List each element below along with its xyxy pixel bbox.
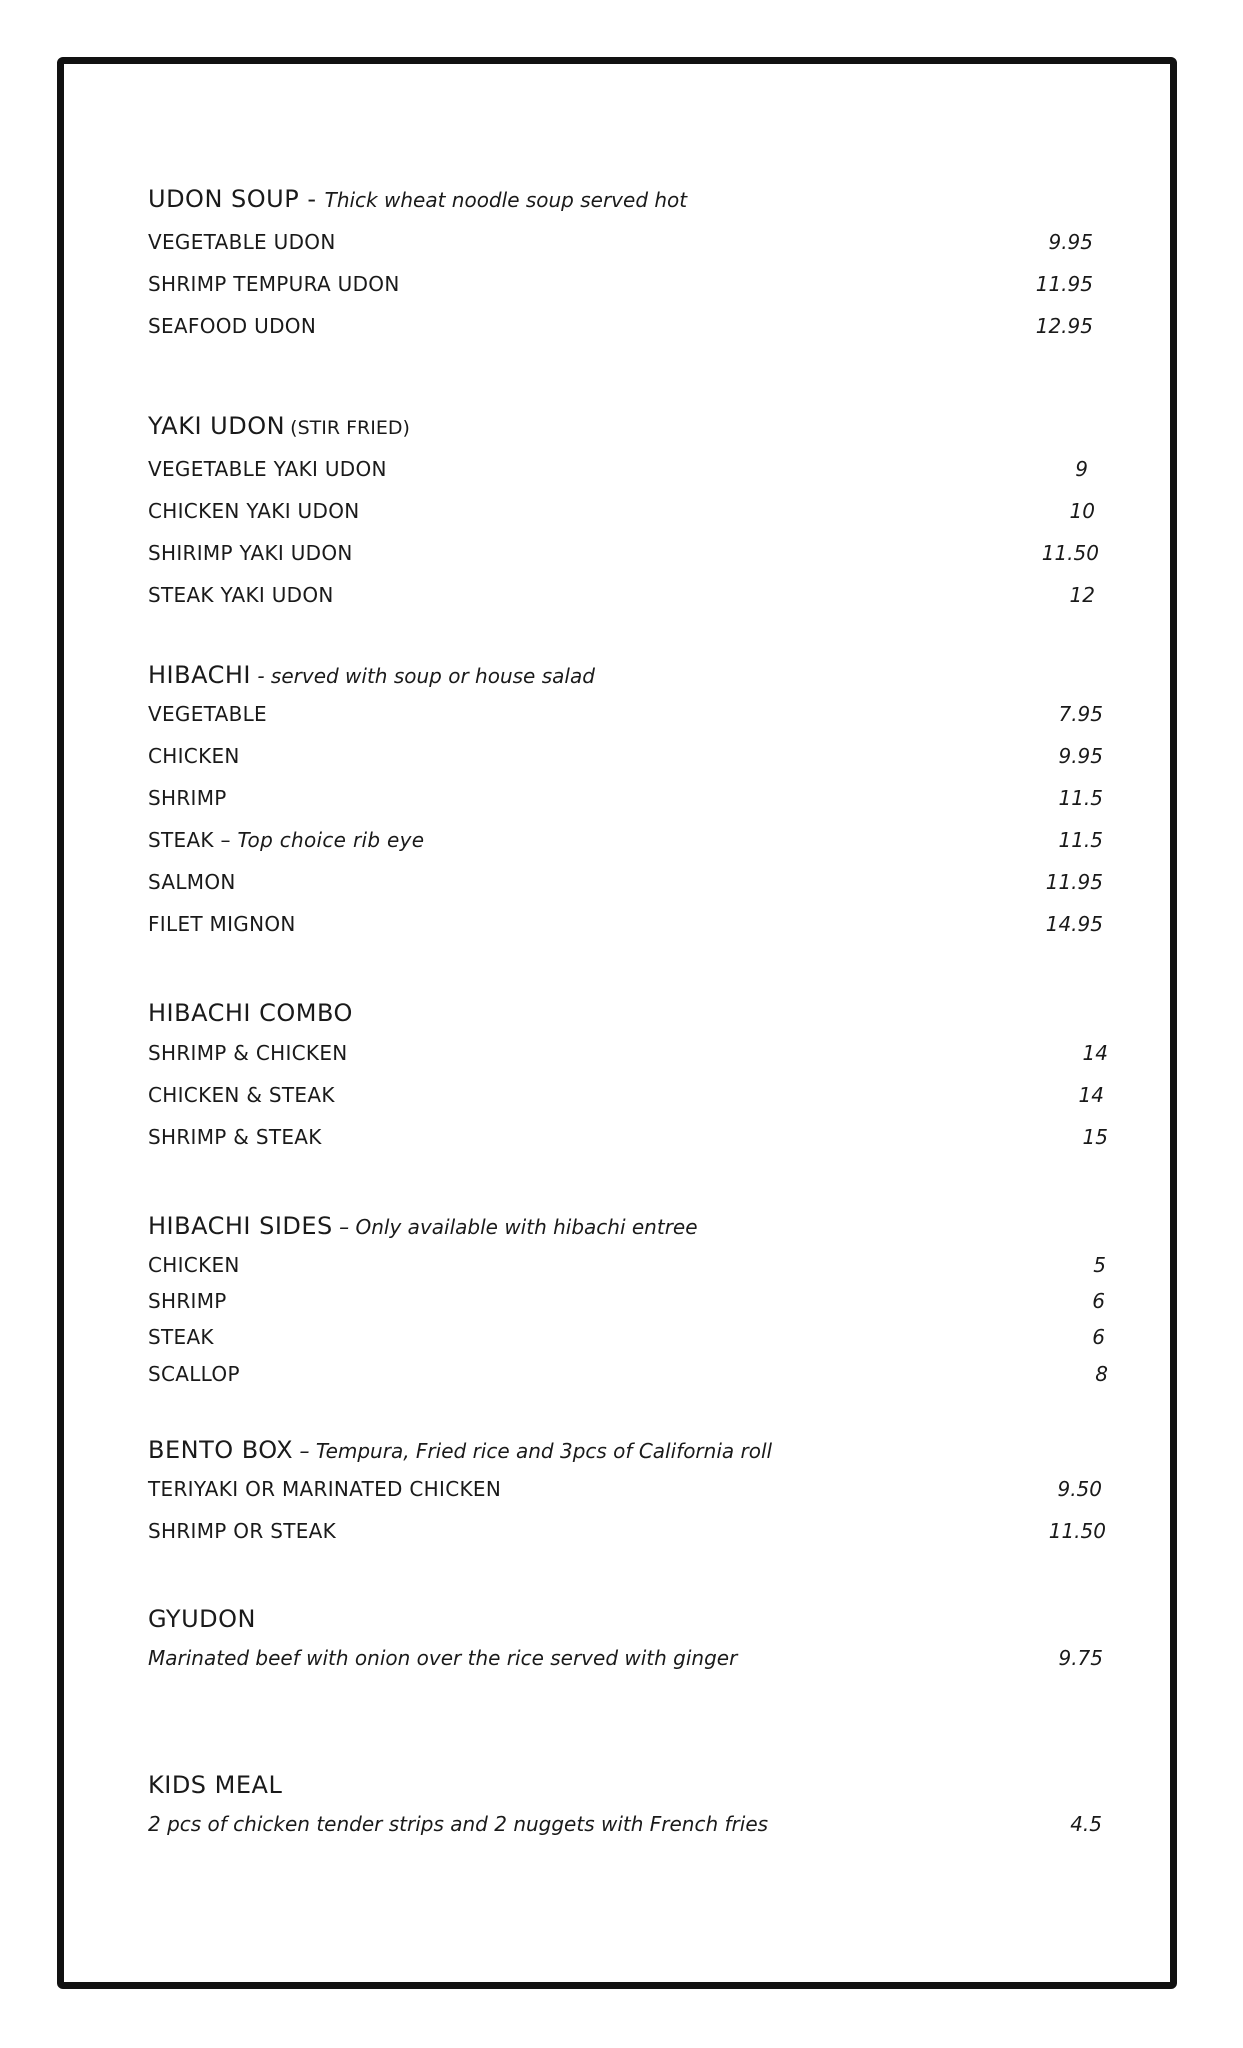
menu-item [148, 1123, 1108, 1151]
item-name: CHICKEN [148, 1253, 240, 1277]
item-price: 12 [1069, 583, 1095, 607]
menu-item [148, 1081, 1108, 1109]
item-name: STEAK YAKI UDON [148, 583, 334, 607]
item-price: 6 [1092, 1325, 1105, 1349]
menu-item [148, 1323, 1108, 1351]
menu-item [148, 312, 1108, 340]
item-name: SHRIMP & STEAK [148, 1125, 322, 1149]
item-price: 9 [1075, 457, 1088, 481]
item-name: SEAFOOD UDON [148, 314, 317, 338]
menu-item [148, 270, 1108, 298]
section-note: Only available with hibachi entree [355, 1215, 698, 1239]
item-name: VEGETABLE [148, 702, 267, 726]
item-price: 11.95 [1045, 870, 1103, 894]
section-heading [148, 1771, 282, 1802]
item-name: SALMON [148, 870, 236, 894]
item-name: TERIYAKI OR MARINATED CHICKEN [148, 1477, 502, 1501]
section-title: BENTO BOX [148, 1436, 294, 1464]
item-price: 4.5 [1070, 1812, 1102, 1836]
section-heading [148, 412, 410, 443]
item-price: 10 [1069, 499, 1095, 523]
section-title: UDON SOUP [148, 185, 300, 213]
item-name: VEGETABLE UDON [148, 230, 336, 254]
item-price: 9.95 [1058, 744, 1103, 768]
item-price: 15 [1082, 1125, 1108, 1149]
menu-item [148, 1251, 1108, 1279]
item-name: VEGETABLE YAKI UDON [148, 457, 387, 481]
item-name: CHICKEN YAKI UDON [148, 499, 360, 523]
menu-item [148, 581, 1108, 609]
menu-item [148, 742, 1108, 770]
menu-item [148, 1360, 1108, 1388]
menu-item [148, 700, 1108, 728]
menu-item [148, 1475, 1108, 1503]
item-name: CHICKEN & STEAK [148, 1083, 335, 1107]
section-paren: (STIR FRIED) [290, 417, 410, 439]
item-name: Marinated beef with onion over the rice served with ginger [148, 1646, 738, 1670]
item-name: SCALLOP [148, 1362, 240, 1386]
item-name: STEAK [148, 1325, 214, 1349]
menu-item [148, 455, 1108, 483]
section-title: GYUDON [148, 1605, 256, 1633]
item-name: CHICKEN [148, 744, 240, 768]
item-price: 11.50 [1048, 1519, 1106, 1543]
item-price: 7.95 [1058, 702, 1103, 726]
item-name: SHRIMP & CHICKEN [148, 1041, 348, 1065]
item-price: 9.95 [1048, 230, 1093, 254]
item-price: 5 [1093, 1253, 1106, 1277]
item-price: 6 [1092, 1289, 1105, 1313]
item-price: 11.50 [1041, 541, 1099, 565]
menu-item [148, 497, 1108, 525]
section-heading [148, 999, 353, 1030]
section-note: Thick wheat noodle soup served hot [324, 188, 688, 212]
menu-item [148, 1810, 1108, 1838]
item-price: 9.50 [1057, 1477, 1102, 1501]
item-name: 2 pcs of chicken tender strips and 2 nuggets with French fries [148, 1812, 769, 1836]
menu-item [148, 1517, 1108, 1545]
menu-item [148, 539, 1108, 567]
section-heading [148, 1605, 256, 1636]
item-price: 14 [1082, 1041, 1108, 1065]
item-name: SHRIMP TEMPURA UDON [148, 272, 400, 296]
item-price: 12.95 [1035, 314, 1093, 338]
menu-item [148, 826, 1108, 854]
item-name: SHRIMP [148, 1289, 227, 1313]
menu-item [148, 784, 1108, 812]
item-price: 14.95 [1045, 912, 1103, 936]
menu-item [148, 868, 1108, 896]
section-heading: HIBACHI - served with soup or house salad [148, 661, 595, 689]
section-title: KIDS MEAL [148, 1771, 283, 1799]
section-title: HIBACHI COMBO [148, 999, 353, 1027]
section-heading: BENTO BOX – Tempura, Fried rice and 3pcs of California roll [148, 1436, 773, 1464]
menu-item [148, 1039, 1108, 1067]
menu-item [148, 1644, 1108, 1672]
item-name: FILET MIGNON [148, 912, 296, 936]
menu-item [148, 1287, 1108, 1315]
item-name: SHIRIMP YAKI UDON [148, 541, 353, 565]
item-name: STEAK – Top choice rib eye [148, 828, 425, 852]
section-heading: UDON SOUP - Thick wheat noodle soup served hot [148, 185, 688, 213]
section-note: Tempura, Fried rice and 3pcs of California roll [315, 1439, 773, 1463]
menu-item [148, 228, 1108, 256]
item-name: SHRIMP OR STEAK [148, 1519, 337, 1543]
item-price: 11.95 [1035, 272, 1093, 296]
section-title: HIBACHI SIDES [148, 1212, 333, 1240]
item-name: SHRIMP [148, 786, 227, 810]
item-note: Top choice rib eye [237, 828, 425, 852]
section-title: HIBACHI [148, 661, 251, 689]
item-price: 14 [1078, 1083, 1104, 1107]
section-note: served with soup or house salad [270, 664, 595, 688]
section-title: YAKI UDON [148, 412, 286, 440]
item-price: 11.5 [1058, 828, 1103, 852]
section-heading: HIBACHI SIDES – Only available with hibachi entree [148, 1212, 698, 1240]
item-price: 8 [1095, 1362, 1108, 1386]
item-price: 11.5 [1058, 786, 1103, 810]
menu-item [148, 910, 1108, 938]
item-price: 9.75 [1058, 1646, 1103, 1670]
